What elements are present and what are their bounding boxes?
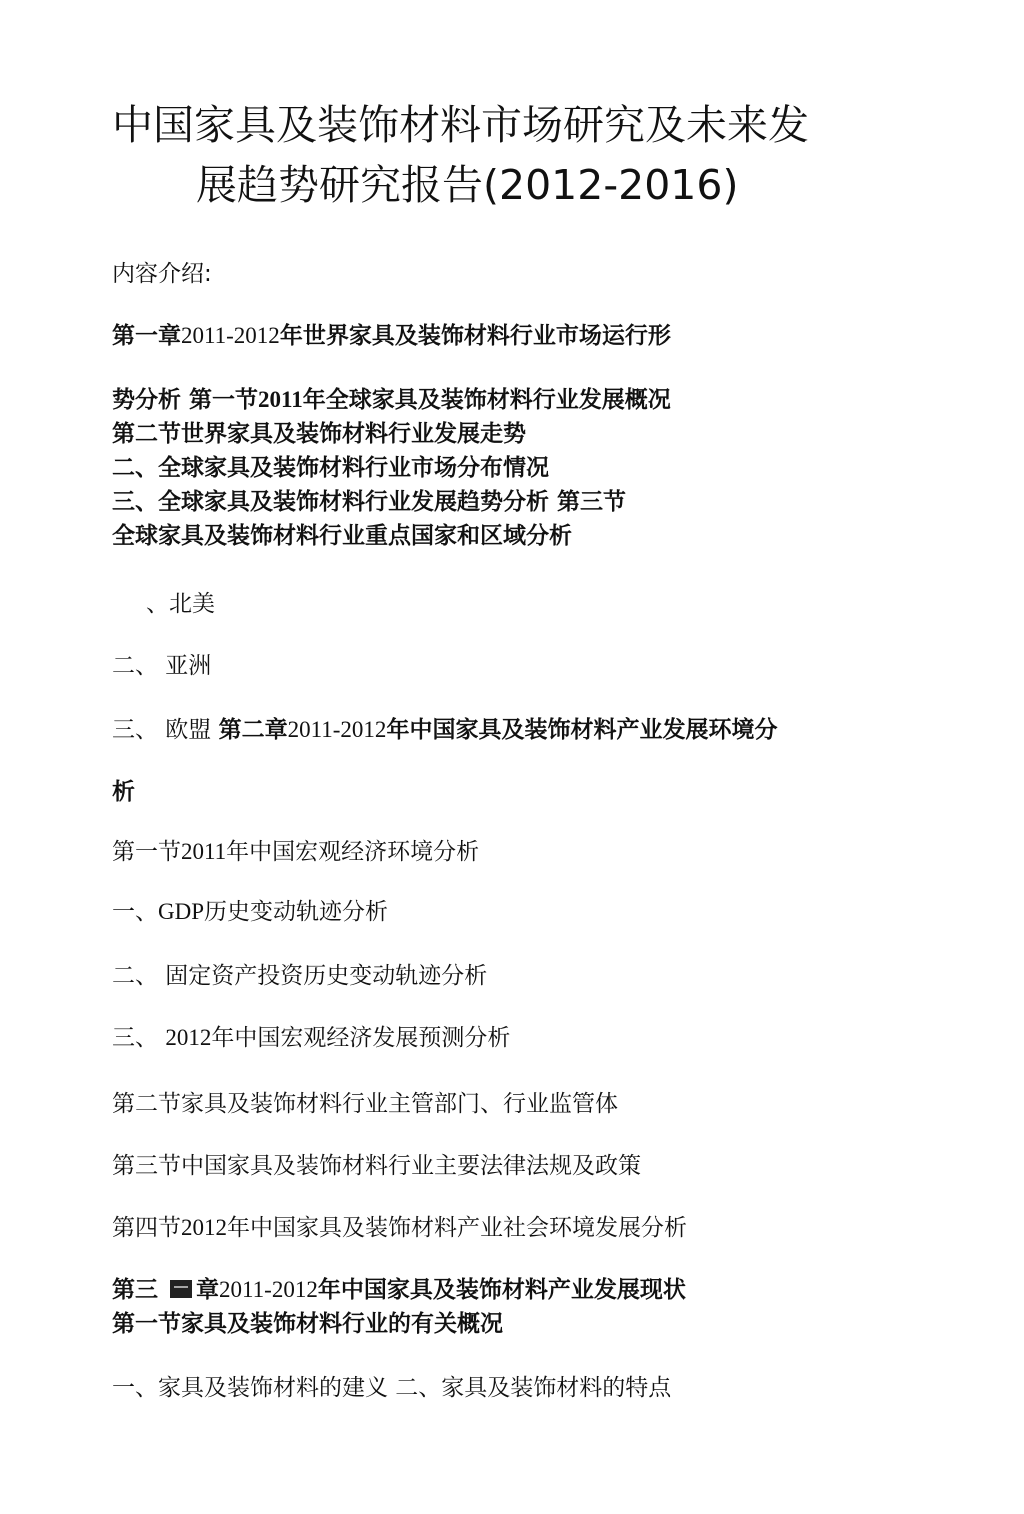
toc-year: 2011 bbox=[181, 839, 227, 864]
toc-item-gdp bbox=[112, 896, 388, 928]
toc-year: 2012 bbox=[181, 1215, 227, 1240]
toc-year: 2012 bbox=[165, 1025, 212, 1050]
intro-label: 内容介绍: bbox=[112, 261, 212, 287]
toc-text: 三、 bbox=[112, 1025, 166, 1051]
toc-item-eu-chapter-2 bbox=[112, 714, 777, 746]
toc-item-1-2-3: 三、全球家具及装饰材料行业发展趋势分析 第三节 bbox=[112, 489, 627, 515]
toc-text: 年中国家具及装饰材料产业发展环境分 bbox=[386, 717, 778, 743]
toc-section-3-1: 第一节家具及装饰材料行业的有关概况 bbox=[112, 1311, 503, 1337]
toc-item-asia: 二、 亚洲 bbox=[112, 653, 212, 679]
report-title-line-2: 展趋势研究报告(2012-2016) bbox=[196, 161, 739, 209]
toc-chapter-2-cont: 析 bbox=[112, 779, 135, 805]
toc-text: 势分析 第一节 bbox=[112, 387, 259, 413]
toc-year: 2011-2012 bbox=[287, 717, 387, 742]
toc-text: 年中国家具及装饰材料产业发展现状 bbox=[317, 1277, 686, 1303]
toc-text: 章 bbox=[196, 1277, 220, 1303]
toc-section-2-1 bbox=[112, 836, 479, 868]
toc-items-3-1: 一、家具及装饰材料的建义 二、家具及装饰材料的特点 bbox=[112, 1375, 672, 1401]
toc-chapter-3 bbox=[112, 1274, 686, 1306]
toc-section-1-3: 全球家具及装饰材料行业重点国家和区域分析 bbox=[112, 523, 572, 549]
toc-section-1-2: 第二节世界家具及装饰材料行业发展走势 bbox=[112, 421, 526, 447]
toc-text: 年中国家具及装饰材料产业社会环境发展分析 bbox=[227, 1215, 687, 1241]
toc-text: 年中国宏观经济发展预测分析 bbox=[211, 1025, 511, 1051]
toc-text: 三、 欧盟 bbox=[112, 717, 219, 743]
toc-text: 第一节 bbox=[112, 839, 181, 865]
toc-text: 历史变动轨迹分析 bbox=[204, 899, 389, 925]
toc-text: 第一章 bbox=[112, 323, 181, 349]
toc-text: 第二章 bbox=[218, 717, 288, 743]
toc-text: 年世界家具及装饰材料行业市场运行形 bbox=[279, 323, 671, 349]
toc-section-2-2: 第二节家具及装饰材料行业主管部门、行业监管体 bbox=[112, 1091, 618, 1117]
toc-abbr: GDP bbox=[158, 899, 205, 924]
toc-text: 第三 bbox=[112, 1277, 167, 1303]
toc-year: 2011-2012 bbox=[181, 323, 280, 348]
toc-text: 第四节 bbox=[112, 1215, 181, 1241]
toc-item-1-2-2: 二、全球家具及装饰材料行业市场分布情况 bbox=[112, 455, 549, 481]
toc-chapter-1 bbox=[112, 320, 671, 352]
toc-text: 年全球家具及装饰材料行业发展概况 bbox=[302, 387, 671, 413]
toc-text: 一、 bbox=[112, 899, 158, 925]
toc-text: 年中国宏观经济环境分析 bbox=[226, 839, 480, 865]
toc-section-1-1 bbox=[112, 384, 671, 416]
toc-section-2-3: 第三节中国家具及装饰材料行业主要法律法规及政策 bbox=[112, 1153, 641, 1179]
toc-item-fixed-assets: 二、 固定资产投资历史变动轨迹分析 bbox=[112, 963, 488, 989]
toc-item-north-america: 、北美 bbox=[146, 591, 215, 617]
toc-item-forecast bbox=[112, 1022, 510, 1054]
toc-year: 2011-2012 bbox=[219, 1277, 318, 1302]
scan-artifact-icon bbox=[170, 1280, 192, 1298]
toc-section-2-4 bbox=[112, 1212, 687, 1244]
report-title-line-1: 中国家具及装饰材料市场研究及未来发 bbox=[112, 101, 809, 149]
toc-year: 2011 bbox=[258, 387, 303, 412]
